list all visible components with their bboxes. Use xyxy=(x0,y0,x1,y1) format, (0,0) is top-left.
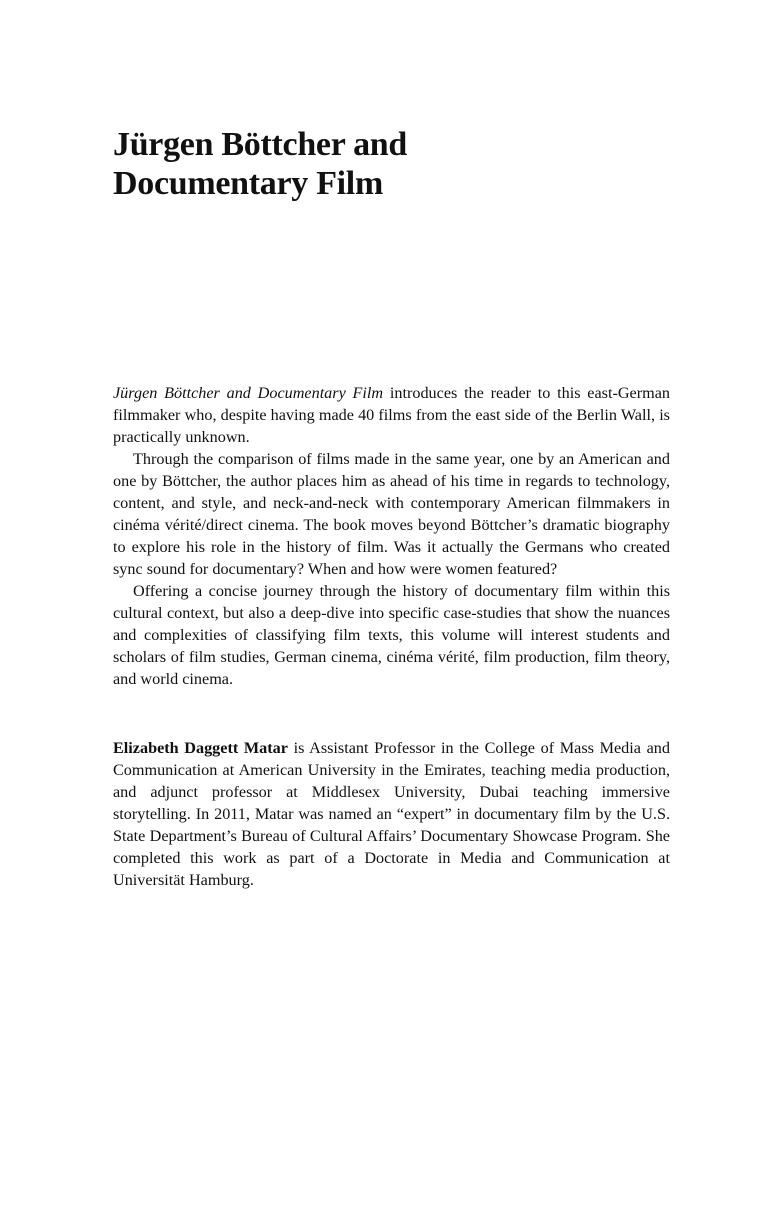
author-bio-text: is Assistant Professor in the College of Mass Media and Communication at American University in the Emirates, teaching media production, and adjunct professor at Middlesex University, Dubai teaching immersive storytelling. In 2011, Matar was named an “expert” in documentary film by the U.S. State Department’s Bureau of Cultural Affairs’ Documentary Showcase Program. She completed this work as part of a Doctorate in Media and Communication at Universität Hamburg. xyxy=(113,739,670,889)
author-bio xyxy=(113,737,670,891)
description-paragraph-1-text: introduces the reader to this east-German filmmaker who, despite having made 40 films from the east side of the Berlin Wall, is practically unknown. xyxy=(113,384,670,446)
book-title-line-2: Documentary Film xyxy=(113,165,383,202)
author-name: Elizabeth Daggett Matar xyxy=(113,739,288,757)
description-italic-title: Jürgen Böttcher and Documentary Film xyxy=(113,384,384,402)
description-paragraph-2: Through the comparison of films made in the same year, one by an American and one by Böttcher, the author places him as ahead of his time in regards to technology, content, and style, and neck-and-neck with contemporary American filmmakers in cinéma vérité/direct cinema. The book moves beyond Böttcher’s dramatic biography to explore his role in the history of film. Was it actually the Germans who created sync sound for documentary? When and how were women featured? xyxy=(113,450,670,578)
book-title xyxy=(113,125,673,203)
description-paragraph-1 xyxy=(113,382,670,448)
book-title-line-1: Jürgen Böttcher and xyxy=(113,126,408,163)
author-bio-paragraph xyxy=(113,737,670,891)
book-description xyxy=(113,382,670,690)
description-paragraph-3: Offering a concise journey through the history of documentary film within this cultural context, but also a deep-dive into specific case-studies that show the nuances and complexities of classifying film texts, this volume will interest students and scholars of film studies, German cinema, cinéma vérité, film production, film theory, and world cinema. xyxy=(113,582,670,688)
